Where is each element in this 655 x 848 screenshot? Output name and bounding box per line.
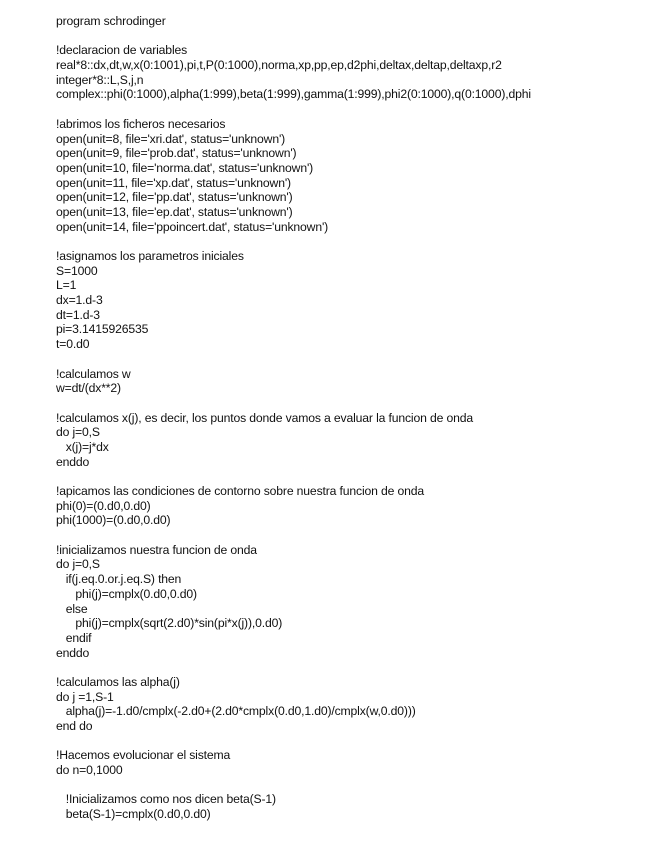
code-line: !Hacemos evolucionar el sistema [56,748,231,763]
code-line: endif [56,630,92,645]
blank-line [56,778,646,793]
code-line: open(unit=8, file='xri.dat', status='unknown') [56,131,286,146]
code-line: !calculamos las alpha(j) [56,674,180,689]
code-line: t=0.d0 [56,337,90,352]
code-line: program schrodinger [56,14,166,28]
code-line: do j =1,S-1 [56,689,114,704]
code-line: open(unit=9, file='prob.dat', status='unknown') [56,146,297,161]
code-line: !calculamos w [56,366,131,381]
code-line: if(j.eq.0.or.j.eq.S) then [56,572,182,587]
code-line: phi(0)=(0.d0,0.d0) [56,498,151,513]
code-line: do j=0,S [56,425,100,440]
code-line: end do [56,719,93,733]
code-line: alpha(j)=-1.d0/cmplx(-2.d0+(2.d0*cmplx(0.d0,1.d0)/cmplx(w,0.d0))) [56,704,416,719]
code-line: !inicializamos nuestra funcion de onda [56,542,257,557]
code-line: open(unit=12, file='pp.dat', status='unknown') [56,190,293,205]
code-line: phi(j)=cmplx(sqrt(2.d0)*sin(pi*x(j)),0.d0) [56,616,283,631]
code-line: phi(1000)=(0.d0,0.d0) [56,513,171,528]
code-line: do j=0,S [56,557,100,572]
code-line: pi=3.1415926535 [56,322,149,337]
code-line: else [56,601,88,616]
code-line: open(unit=11, file='xp.dat', status='unknown') [56,175,291,190]
blank-line [56,102,646,117]
code-line: dx=1.d-3 [56,293,103,308]
code-line: enddo [56,645,90,660]
blank-line [56,234,646,249]
blank-line [56,396,646,411]
blank-line [56,352,646,367]
code-line: complex::phi(0:1000),alpha(1:999),beta(1:999),gamma(1:999),phi2(0:1000),q(0:1000),dphi [56,87,531,102]
code-line: S=1000 [56,263,98,278]
code-line: !declaracion de variables [56,43,188,58]
code-line: open(unit=14, file='ppoincert.dat', status='unknown') [56,219,329,234]
code-line: !Inicializamos como nos dicen beta(S-1) [56,792,276,807]
code-line: dt=1.d-3 [56,307,100,322]
code-line: phi(j)=cmplx(0.d0,0.d0) [56,586,197,601]
blank-line [56,528,646,543]
code-line: real*8::dx,dt,w,x(0:1001),pi,t,P(0:1000),norma,xp,pp,ep,d2phi,deltax,deltap,deltaxp,r2 [56,58,502,73]
code-line: do n=0,1000 [56,763,123,778]
blank-line [56,660,646,675]
code-line: !calculamos x(j), es decir, los puntos donde vamos a evaluar la funcion de onda [56,410,473,425]
code-line: !abrimos los ficheros necesarios [56,116,226,131]
code-line: L=1 [56,278,77,293]
blank-line [56,734,646,749]
code-line: w=dt/(dx**2) [56,381,121,396]
blank-line [56,29,646,44]
code-line: open(unit=13, file='ep.dat', status='unknown') [56,204,293,219]
code-line: integer*8::L,S,j,n [56,72,144,87]
code-page [56,14,646,822]
code-line: enddo [56,454,90,469]
code-line: open(unit=10, file='norma.dat', status='unknown') [56,160,314,175]
code-line: !apicamos las condiciones de contorno sobre nuestra funcion de onda [56,484,425,498]
code-line: beta(S-1)=cmplx(0.d0,0.d0) [56,807,211,822]
blank-line [56,469,646,484]
code-line: x(j)=j*dx [56,439,109,454]
code-line: !asignamos los parametros iniciales [56,249,244,263]
